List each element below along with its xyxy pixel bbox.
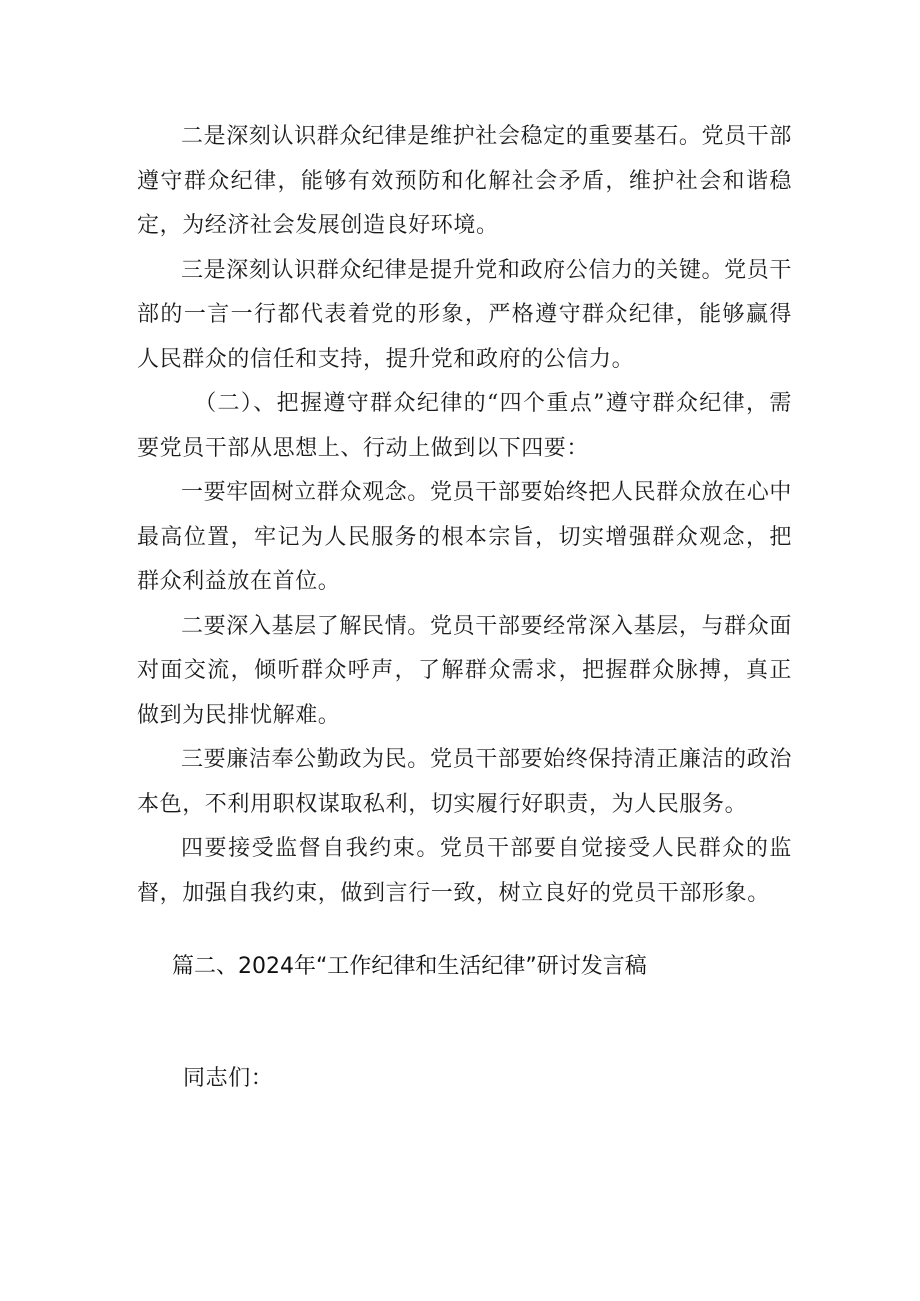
section-title: 篇二、2024年“工作纪律和生活纪律”研讨发言稿 xyxy=(172,954,647,979)
paragraph-four-key-points: （二）、把握遵守群众纪律的“四个重点”遵守群众纪律，需要党员干部从思想上、行动上做到以下四要： xyxy=(137,391,792,461)
paragraph-supervision: 四要接受监督自我约束。党员干部要自觉接受人民群众的监督，加强自我约束，做到言行一致，树立良好的党员干部形象。 xyxy=(137,836,792,906)
greeting: 同志们： xyxy=(183,1066,274,1091)
paragraph-mass-concept: 一要牢固树立群众观念。党员干部要始终把人民群众放在心中最高位置，牢记为人民服务的根本宗旨，切实增强群众观念，把群众利益放在首位。 xyxy=(137,480,792,594)
paragraph-social-stability: 二是深刻认识群众纪律是维护社会稳定的重要基石。党员干部遵守群众纪律，能够有效预防和化解社会矛盾，维护社会和谐稳定，为经济社会发展创造良好环境。 xyxy=(137,124,792,238)
body-text xyxy=(137,115,792,916)
paragraph-credibility: 三是深刻认识群众纪律是提升党和政府公信力的关键。党员干部的一言一行都代表着党的形象，严格遵守群众纪律，能够赢得人民群众的信任和支持，提升党和政府的公信力。 xyxy=(137,257,792,372)
paragraph-integrity: 三要廉洁奉公勤政为民。党员干部要始终保持清正廉洁的政治本色，不利用职权谋取私利，切实履行好职责，为人民服务。 xyxy=(137,747,792,817)
paragraph-grassroots: 二要深入基层了解民情。党员干部要经常深入基层，与群众面对面交流，倾听群众呼声，了解群众需求，把握群众脉搏，真正做到为民排忧解难。 xyxy=(137,613,792,728)
